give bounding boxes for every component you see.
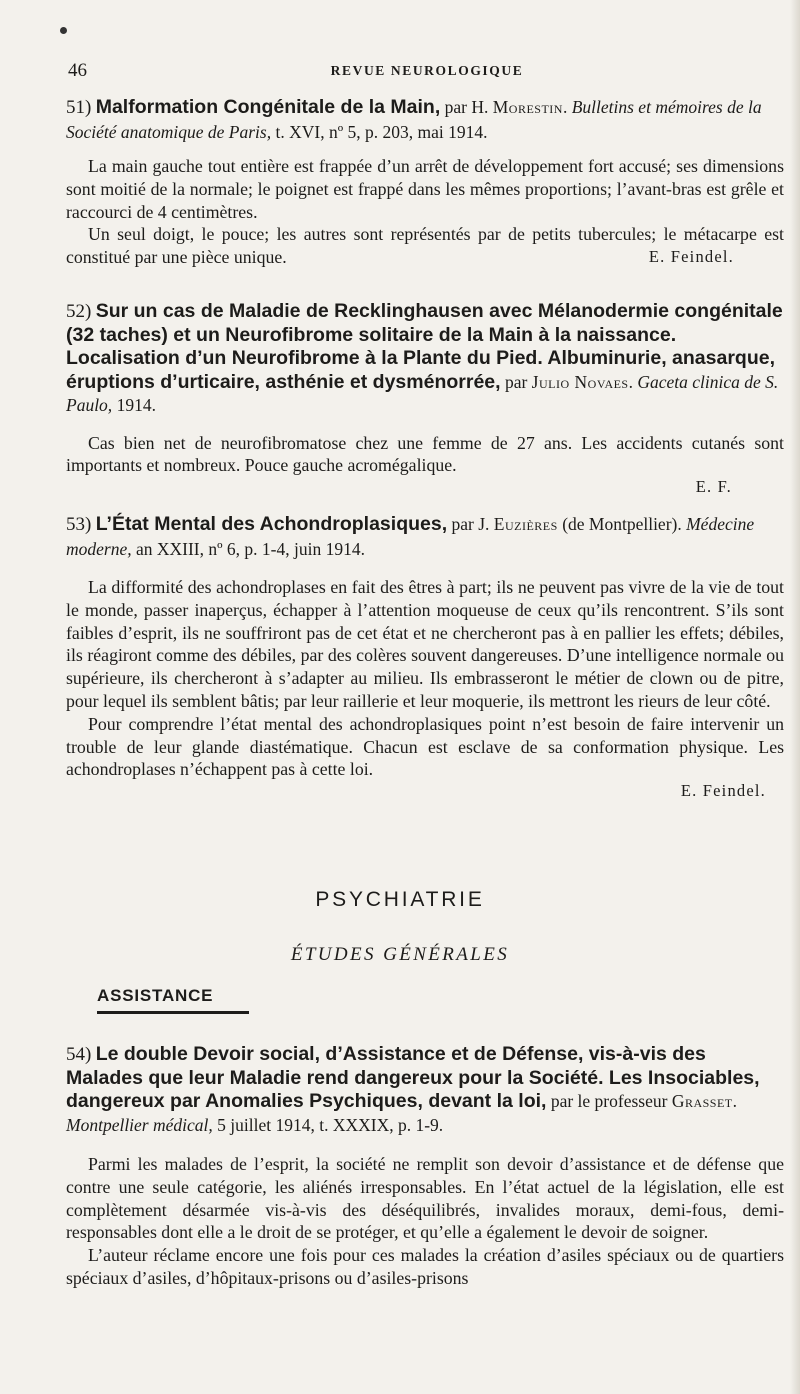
citation-text: par H. (440, 97, 493, 117)
entry-title: Malformation Congénitale de la Main, (95, 96, 441, 118)
author-name: Grasset (671, 1091, 733, 1111)
journal-title: Montpellier médical, (66, 1114, 213, 1135)
reviewer-signature: E. F. (695, 477, 732, 497)
journal-title: Bulletins et mémoires de la Société anatomique de Paris, (66, 97, 762, 142)
entry-title: Sur un cas de Maladie de Recklinghausen avec Mélanodermie congénitale (32 taches) et un Neurofibrome solitaire de la Main à la naissance. Localisation d’un Neurofibrome à la Plante du Pied. Albuminurie, anasarque, éruptions d’urticaire, asthénie et dysménorrée, (66, 300, 783, 393)
entry-53 (66, 512, 784, 801)
author-name: Morestin (492, 97, 563, 117)
entry-title: Le double Devoir social, d’Assistance et de Défense, vis-à-vis des Malades que leur Maladie rend dangereux pour la Société. Les Insociables, dangereux par Anomalies Psychiques, devant la loi, (66, 1043, 760, 1112)
author-name: Julio Novaes (531, 371, 629, 392)
page-edge-shadow (790, 0, 800, 1394)
citation-text: par (500, 371, 532, 392)
entry-number: 53) (66, 514, 92, 535)
ink-spot (60, 27, 67, 34)
citation-text: . (732, 1091, 738, 1111)
entry-number: 52) (66, 301, 92, 322)
author-name: Euzières (493, 514, 558, 534)
rubric-underline (97, 1011, 249, 1014)
abstract-paragraph: L’auteur réclame encore une fois pour ces malades la création d’asiles spéciaux ou de quartiers spéciaux d’asiles, d’hôpitaux-prisons ou d’asiles-prisons (66, 1245, 784, 1288)
citation-details: an XXIII, nº 6, p. 1-4, juin 1914. (131, 539, 365, 559)
citation-text: (de Montpellier). (557, 514, 687, 534)
entry-title: L’État Mental des Achondroplasiques, (95, 513, 448, 535)
entry-54-heading (66, 1043, 784, 1137)
citation-details: 5 juillet 1914, t. XXXIX, p. 1-9. (212, 1114, 444, 1135)
journal-title: Médecine moderne, (66, 514, 755, 559)
section-subtitle: ÉTUDES GÉNÉRALES (290, 944, 510, 965)
section-title: PSYCHIATRIE (315, 888, 485, 911)
citation-text: par le professeur (546, 1091, 672, 1111)
citation-text: par J. (447, 514, 494, 534)
running-title: REVUE NEUROLOGIQUE (330, 63, 524, 78)
entry-53-heading (66, 512, 784, 562)
citation-details: 1914. (112, 395, 156, 415)
abstract-paragraph: Un seul doigt, le pouce; les autres sont représentés par de petits tubercules; le métacarpe est constitué par une pièce unique. (66, 224, 784, 268)
reviewer-signature: E. Feindel. (680, 781, 766, 801)
citation-text: . (562, 97, 572, 117)
rubric-heading: ASSISTANCE (97, 986, 214, 1005)
running-header (68, 60, 786, 86)
entry-51 (66, 95, 784, 267)
entry-54 (66, 1043, 784, 1290)
entry-52-heading (66, 300, 784, 418)
journal-title: Gaceta clinica de S. Paulo, (66, 371, 779, 415)
abstract-paragraph: La main gauche tout entière est frappée d’un arrêt de développement fort accusé; ses dimensions sont moitié de la normale; le poignet est frappé dans les mêmes proportions; l’avant-bras est grêle et raccourci de 4 centimètres. (66, 156, 784, 222)
page-number: 46 (68, 60, 87, 81)
abstract-paragraph: Pour comprendre l’état mental des achondroplasiques point n’est besoin de faire intervenir un trouble de leur glande diastématique. Chacun est esclave de sa conformation physique. Les achondroplases n’échappent pas à cette loi. (66, 713, 784, 780)
abstract-paragraph: Cas bien net de neurofibromatose chez une femme de 27 ans. Les accidents cutanés sont importants et nombreux. Pouce gauche acromégalique. (66, 432, 784, 476)
entry-52 (66, 300, 784, 497)
entry-51-heading (66, 95, 784, 145)
entry-number: 54) (66, 1044, 92, 1065)
reviewer-signature: E. Feindel. (648, 246, 734, 266)
abstract-paragraph: Parmi les malades de l’esprit, la société ne remplit son devoir d’assistance et de défense que contre une seule catégorie, les aliénés irresponsables. En l’état actuel de la législation, elle est complètement désarmée vis-à-vis des déséquilibrés, invalides moraux, demi-fous, demi-responsables dont elle a le droit de se protéger, et qu’elle a également le devoir de soigner. (66, 1154, 784, 1243)
citation-details: t. XVI, nº 5, p. 203, mai 1914. (271, 122, 488, 142)
citation-text: . (628, 371, 638, 392)
entry-number: 51) (66, 97, 92, 118)
abstract-paragraph: La difformité des achondroplases en fait des êtres à part; ils ne peuvent pas vivre de la vie de tout le monde, passer inaperçus, échapper à l’attention moqueuse de ceux qu’ils rencontrent. S’ils sont faibles d’esprit, ils ne souffriront pas de cet état et ne chercheront pas à en pallier les effets; débiles, ils réagiront comme des débiles, par des colères souvent dangereuses. D’une intelligence normale ou supérieure, ils chercheront à s’adapter au milieu. Ils embrasseront le métier de clown ou de pitre, pour lequel ils semblent bâtis; par leur raillerie et leur moquerie, ils mettront les rieurs de leur côté. (66, 577, 784, 711)
